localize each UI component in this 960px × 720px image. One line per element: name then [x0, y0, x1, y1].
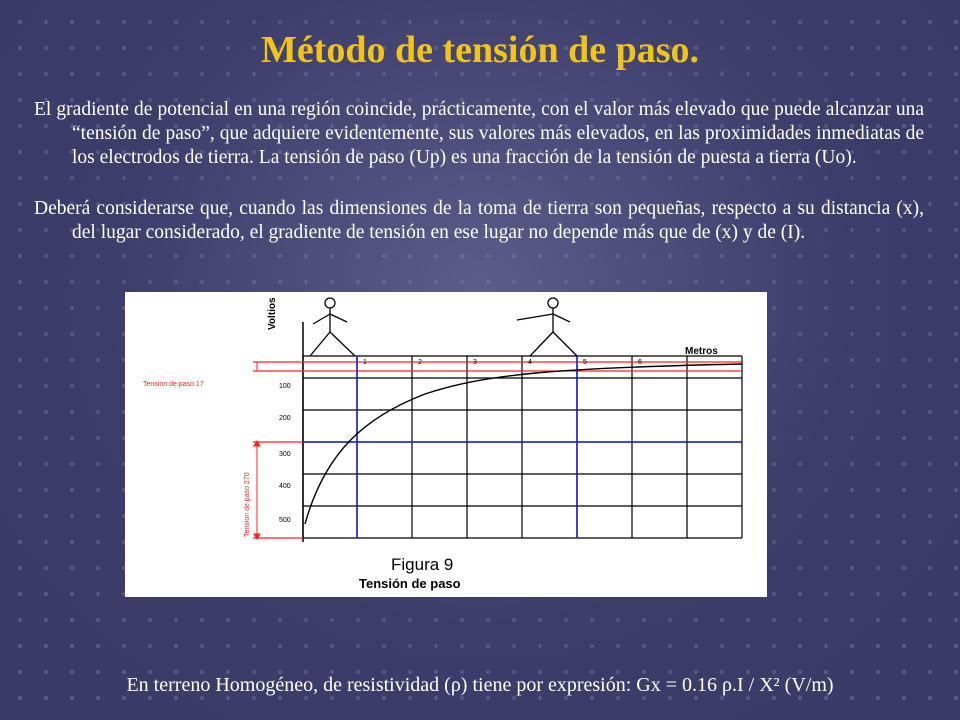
x-tick-label: 1 — [363, 359, 367, 366]
potential-curve — [305, 364, 742, 524]
step-voltage-small-annotation: Tension de paso 17 — [143, 381, 204, 388]
x-tick-label: 2 — [418, 359, 422, 366]
grid-vertical — [303, 356, 742, 538]
paragraph-distance: Deberá considerarse que, cuando las dimensiones de la toma de tierra son pequeñas, respecto a su distancia (x), del lugar considerado, el gradiente de tensión en ese lugar no depende más que de (x) y de (I). — [34, 198, 924, 243]
figure-number: Figura 9 — [391, 555, 454, 574]
step-voltage-diagram — [125, 292, 767, 597]
x-tick-label: 4 — [528, 359, 532, 366]
step-voltage-arrows — [254, 362, 260, 539]
walking-person-far-icon — [517, 298, 577, 356]
step-voltage-large-annotation: Tension de paso 270 — [244, 472, 251, 537]
y-tick-label: 400 — [279, 483, 291, 490]
paragraph-gradient: El gradiente de potencial en una región coincide, prácticamente, con el valor más elevado que puede alcanzar una “tensión de paso”, que adquiere evidentemente, sus valores más elevados, en las proximidades inmediatas de los electrodos de tierra. La tensión de paso (Up) es una fracción de la tensión de puesta a tierra (Uo). — [34, 99, 924, 168]
y-tick-label: 100 — [279, 383, 291, 390]
step-voltage-figure — [125, 292, 767, 597]
x-tick-label: 5 — [583, 359, 587, 366]
y-tick-label: 200 — [279, 415, 291, 422]
walking-person-near-icon — [310, 298, 355, 356]
y-tick-label: 500 — [279, 517, 291, 524]
y-tick-label: 300 — [279, 451, 291, 458]
slide-title: Método de tensión de paso. — [260, 29, 700, 71]
figure-title: Tensión de paso — [359, 576, 461, 591]
footer-formula: En terreno Homogéneo, de resistividad (ρ) tiene por expresión: Gx = 0.16 ρ.I / X² (V/m) — [126, 674, 834, 696]
x-tick-label: 6 — [638, 359, 642, 366]
y-axis-label: Voltios — [267, 297, 278, 330]
x-axis-label: Metros — [685, 346, 718, 357]
red-marker-lines — [253, 362, 742, 538]
x-tick-label: 3 — [473, 359, 477, 366]
